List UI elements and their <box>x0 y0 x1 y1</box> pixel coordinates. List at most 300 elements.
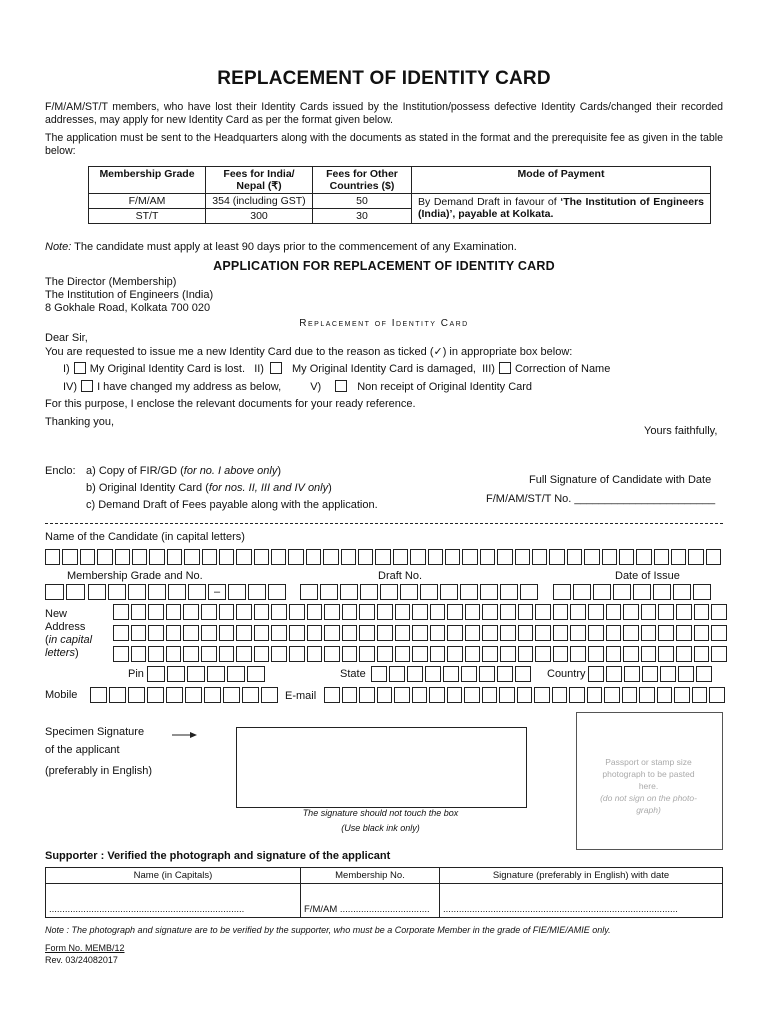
char-box[interactable] <box>323 549 338 565</box>
char-box[interactable] <box>499 687 515 703</box>
char-box[interactable] <box>500 625 516 641</box>
char-box[interactable] <box>673 584 691 600</box>
char-box[interactable] <box>676 604 692 620</box>
char-box[interactable] <box>183 625 199 641</box>
char-box[interactable] <box>393 549 408 565</box>
char-box[interactable] <box>658 625 674 641</box>
reason-checkbox-address[interactable] <box>81 380 93 392</box>
char-box[interactable] <box>623 604 639 620</box>
char-box[interactable] <box>623 646 639 662</box>
specimen-label-2: of the applicant <box>45 744 120 756</box>
char-box[interactable] <box>588 625 604 641</box>
char-box[interactable] <box>653 584 671 600</box>
signature-box[interactable] <box>236 727 527 808</box>
salutation: Dear Sir, <box>45 332 88 344</box>
char-box[interactable] <box>201 625 217 641</box>
note-text: The candidate must apply at least 90 days prior to the commencement of any Examination. <box>71 241 517 253</box>
char-box[interactable] <box>113 604 129 620</box>
char-box[interactable] <box>480 584 498 600</box>
char-box[interactable] <box>147 687 164 703</box>
char-box[interactable] <box>588 666 604 682</box>
draft-number-boxes[interactable] <box>300 584 540 600</box>
char-box[interactable] <box>268 584 286 600</box>
char-box[interactable] <box>62 549 77 565</box>
char-box[interactable] <box>254 604 270 620</box>
char-box[interactable] <box>657 687 673 703</box>
reason-text: I have changed my address as below, <box>97 381 282 393</box>
char-box[interactable] <box>569 687 585 703</box>
char-box[interactable] <box>219 549 234 565</box>
note-label: Note: <box>45 241 72 253</box>
char-box[interactable] <box>636 549 651 565</box>
enclosure-text: c) Demand Draft of Fees payable along with the application. <box>86 499 378 511</box>
char-box[interactable] <box>711 604 727 620</box>
char-box[interactable] <box>166 604 182 620</box>
char-box[interactable] <box>389 666 405 682</box>
supporter-header-signature: Signature (preferably in English) with date <box>440 868 723 884</box>
char-box[interactable] <box>410 549 425 565</box>
char-box[interactable] <box>500 584 518 600</box>
char-box[interactable] <box>254 549 269 565</box>
char-box[interactable] <box>570 625 586 641</box>
char-box[interactable] <box>587 687 603 703</box>
char-box[interactable] <box>535 646 551 662</box>
char-box[interactable] <box>219 646 235 662</box>
payment-plain: By Demand Draft in favour of <box>418 196 561 208</box>
capital-note-italic: in capital <box>48 634 93 646</box>
char-box[interactable] <box>515 549 530 565</box>
char-box[interactable] <box>271 625 287 641</box>
char-box[interactable] <box>445 549 460 565</box>
reason-text: My Original Identity Card is lost. <box>89 363 246 375</box>
photo-text-line: photograph to be pasted <box>602 769 695 779</box>
char-box[interactable] <box>535 625 551 641</box>
supporter-signature-field[interactable]: ......................................................................................... <box>440 884 723 918</box>
char-box[interactable] <box>113 625 129 641</box>
char-box[interactable] <box>654 549 669 565</box>
char-box[interactable] <box>149 549 164 565</box>
char-box[interactable] <box>642 666 658 682</box>
char-box[interactable] <box>148 625 164 641</box>
char-box[interactable] <box>247 666 265 682</box>
char-box[interactable] <box>412 604 428 620</box>
char-box[interactable] <box>371 666 387 682</box>
char-box[interactable] <box>324 646 340 662</box>
char-box[interactable] <box>606 604 622 620</box>
fmamstt-number-field[interactable]: F/M/AM/ST/T No. _______________________ <box>486 493 716 505</box>
char-box[interactable] <box>236 604 252 620</box>
char-box[interactable] <box>307 646 323 662</box>
char-box[interactable] <box>167 666 185 682</box>
char-box[interactable] <box>132 549 147 565</box>
char-box[interactable] <box>228 584 246 600</box>
char-box[interactable] <box>342 646 358 662</box>
char-box[interactable] <box>676 646 692 662</box>
capital-note-1 <box>45 634 92 647</box>
char-box[interactable] <box>430 625 446 641</box>
char-box[interactable] <box>375 549 390 565</box>
char-box[interactable] <box>606 625 622 641</box>
char-box[interactable] <box>482 604 498 620</box>
char-box[interactable] <box>66 584 85 600</box>
char-box[interactable] <box>395 646 411 662</box>
cut-line <box>45 523 723 524</box>
char-box[interactable] <box>128 584 146 600</box>
char-box[interactable] <box>553 604 569 620</box>
char-box[interactable] <box>359 646 375 662</box>
char-box[interactable] <box>518 604 534 620</box>
char-box[interactable] <box>289 625 305 641</box>
char-box[interactable] <box>602 549 617 565</box>
membership-number-boxes[interactable] <box>88 584 288 600</box>
char-box[interactable] <box>430 604 446 620</box>
char-box[interactable] <box>377 625 393 641</box>
char-box[interactable] <box>148 604 164 620</box>
char-box[interactable] <box>359 625 375 641</box>
char-box[interactable] <box>465 646 481 662</box>
char-box[interactable] <box>254 646 270 662</box>
payment-bold: ‘The Institution of Engineers (India)’, payable at Kolkata. <box>418 196 705 220</box>
char-box[interactable] <box>204 687 221 703</box>
supporter-header-membership: Membership No. <box>301 868 440 884</box>
char-box[interactable] <box>324 625 340 641</box>
char-box[interactable] <box>271 604 287 620</box>
char-box[interactable] <box>168 584 186 600</box>
char-box[interactable] <box>440 584 458 600</box>
char-box[interactable] <box>465 604 481 620</box>
fee-cell: 300 <box>206 209 313 224</box>
char-box[interactable] <box>412 625 428 641</box>
char-box[interactable] <box>202 549 217 565</box>
char-box[interactable] <box>236 549 251 565</box>
char-box[interactable] <box>342 604 358 620</box>
char-box[interactable] <box>201 604 217 620</box>
char-box[interactable] <box>307 604 323 620</box>
char-box[interactable] <box>694 604 710 620</box>
char-box[interactable] <box>288 549 303 565</box>
full-signature-label: Full Signature of Candidate with Date <box>529 474 712 486</box>
char-box[interactable] <box>148 584 166 600</box>
fee-table <box>88 166 711 224</box>
char-box[interactable] <box>584 549 599 565</box>
char-box[interactable] <box>395 625 411 641</box>
char-box[interactable] <box>518 646 534 662</box>
char-box[interactable] <box>693 584 711 600</box>
char-box[interactable] <box>300 584 318 600</box>
fee-cell: 30 <box>313 209 412 224</box>
candidate-name-boxes[interactable] <box>45 549 723 565</box>
char-box[interactable] <box>660 666 676 682</box>
reason-num: V) <box>310 381 322 393</box>
enclosure-italic: for no. I above only <box>183 465 278 477</box>
date-of-issue-boxes[interactable] <box>553 584 713 600</box>
char-box[interactable] <box>624 666 640 682</box>
char-box[interactable] <box>219 604 235 620</box>
photo-note-line: (do not sign on the photo- <box>600 793 697 803</box>
char-box[interactable] <box>188 584 206 600</box>
char-box[interactable] <box>428 549 443 565</box>
char-box[interactable] <box>573 584 591 600</box>
char-box[interactable] <box>377 646 393 662</box>
char-box[interactable] <box>570 646 586 662</box>
char-box[interactable] <box>400 584 418 600</box>
char-box[interactable] <box>223 687 240 703</box>
char-box[interactable] <box>553 646 569 662</box>
char-box[interactable] <box>340 584 358 600</box>
char-box[interactable] <box>694 625 710 641</box>
reason-row-2 <box>63 380 532 394</box>
char-box[interactable] <box>482 646 498 662</box>
char-box[interactable] <box>515 666 531 682</box>
char-box[interactable] <box>254 625 270 641</box>
draft-number-label: Draft No. <box>378 570 423 582</box>
fee-cell: 50 <box>313 194 412 209</box>
char-box[interactable] <box>553 625 569 641</box>
char-box[interactable] <box>711 625 727 641</box>
fee-cell: ST/T <box>89 209 206 224</box>
char-box[interactable] <box>593 584 611 600</box>
char-box[interactable] <box>709 687 725 703</box>
enclosure-a <box>86 465 281 478</box>
char-box[interactable] <box>517 687 533 703</box>
char-box[interactable] <box>166 625 182 641</box>
char-box[interactable] <box>131 604 147 620</box>
char-box[interactable] <box>236 625 252 641</box>
char-box[interactable] <box>447 646 463 662</box>
char-box[interactable] <box>289 604 305 620</box>
char-box[interactable] <box>520 584 538 600</box>
char-box[interactable] <box>567 549 582 565</box>
reason-num: I) <box>63 363 70 375</box>
enclosure-text: a) Copy of FIR/GD ( <box>86 465 184 477</box>
char-box[interactable] <box>306 549 321 565</box>
char-box[interactable] <box>688 549 703 565</box>
char-box[interactable] <box>606 646 622 662</box>
char-box[interactable] <box>676 625 692 641</box>
char-box[interactable] <box>671 549 686 565</box>
char-box[interactable] <box>465 625 481 641</box>
char-box[interactable] <box>148 646 164 662</box>
char-box[interactable] <box>497 666 513 682</box>
char-box[interactable] <box>227 666 245 682</box>
char-box[interactable] <box>183 604 199 620</box>
subject-line: Replacement of Identity Card <box>299 318 469 329</box>
char-box[interactable] <box>341 549 356 565</box>
membership-grade-boxes[interactable] <box>45 584 87 600</box>
char-box[interactable] <box>425 666 441 682</box>
char-box[interactable] <box>500 646 516 662</box>
char-box[interactable] <box>201 646 217 662</box>
char-box[interactable] <box>207 666 225 682</box>
enclosure-text: b) Original Identity Card ( <box>86 482 209 494</box>
char-box[interactable] <box>359 687 375 703</box>
state-label: State <box>340 668 366 680</box>
char-box[interactable] <box>460 584 478 600</box>
bottom-note: Note : The photograph and signature are to be verified by the supporter, who must be a Corporate Member in the grade of FIE/MIE/AMIE only. <box>45 925 611 935</box>
char-box[interactable] <box>394 687 410 703</box>
char-box[interactable] <box>166 687 183 703</box>
char-box[interactable] <box>342 625 358 641</box>
fee-row <box>89 194 711 209</box>
char-box[interactable] <box>622 687 638 703</box>
char-box[interactable] <box>623 625 639 641</box>
reason-checkbox-lost[interactable] <box>74 362 86 374</box>
pin-label: Pin <box>128 668 144 680</box>
char-box[interactable] <box>187 666 205 682</box>
char-box[interactable] <box>633 584 651 600</box>
address-boxes-line-2[interactable] <box>113 625 729 641</box>
char-box[interactable] <box>447 687 463 703</box>
form-number: Form No. MEMB/12 <box>45 943 125 953</box>
char-box[interactable] <box>658 604 674 620</box>
char-box[interactable] <box>588 604 604 620</box>
char-box[interactable] <box>242 687 259 703</box>
char-box[interactable] <box>219 625 235 641</box>
char-box[interactable] <box>97 549 112 565</box>
char-box[interactable] <box>479 666 495 682</box>
char-box[interactable] <box>167 549 182 565</box>
char-box[interactable] <box>115 549 130 565</box>
state-boxes[interactable] <box>371 666 533 682</box>
photo-text-line: here. <box>638 781 659 791</box>
char-box[interactable] <box>289 646 305 662</box>
char-box[interactable] <box>696 666 712 682</box>
char-box[interactable] <box>430 646 446 662</box>
supporter-membership-field[interactable]: F/M/AM .................................. <box>301 884 440 918</box>
char-box[interactable] <box>359 604 375 620</box>
char-box[interactable] <box>128 687 145 703</box>
char-box[interactable] <box>706 549 721 565</box>
char-box[interactable] <box>358 549 373 565</box>
char-box[interactable] <box>711 646 727 662</box>
char-box[interactable] <box>412 646 428 662</box>
char-box[interactable] <box>447 604 463 620</box>
country-boxes[interactable] <box>588 666 714 682</box>
reason-checkbox-nonreceipt[interactable] <box>335 380 347 392</box>
char-box[interactable] <box>45 584 64 600</box>
char-box[interactable] <box>641 625 657 641</box>
pin-boxes[interactable] <box>147 666 267 682</box>
char-box[interactable] <box>692 687 708 703</box>
address-boxes-line-3[interactable] <box>113 646 729 662</box>
char-box[interactable] <box>307 625 323 641</box>
char-box[interactable] <box>131 646 147 662</box>
application-heading: APPLICATION FOR REPLACEMENT OF IDENTITY CARD <box>213 259 555 273</box>
reason-checkbox-damaged[interactable] <box>270 362 282 374</box>
char-box[interactable] <box>500 604 516 620</box>
char-box[interactable] <box>549 549 564 565</box>
char-box[interactable] <box>553 584 571 600</box>
char-box[interactable] <box>674 687 690 703</box>
char-box[interactable] <box>613 584 631 600</box>
supporter-header-name: Name (in Capitals) <box>46 868 301 884</box>
char-box[interactable] <box>395 604 411 620</box>
char-box[interactable] <box>443 666 459 682</box>
char-box[interactable] <box>183 646 199 662</box>
char-box[interactable] <box>535 604 551 620</box>
grade-dash-box[interactable]: – <box>208 584 226 600</box>
char-box[interactable] <box>619 549 634 565</box>
char-box[interactable] <box>412 687 428 703</box>
char-box[interactable] <box>185 687 202 703</box>
char-box[interactable] <box>480 549 495 565</box>
capital-note-open: ( <box>45 634 49 646</box>
char-box[interactable] <box>462 549 477 565</box>
address-line-1: The Director (Membership) <box>45 276 177 288</box>
char-box[interactable] <box>532 549 547 565</box>
reason-text: Non receipt of Original Identity Card <box>357 381 533 393</box>
char-box[interactable] <box>80 549 95 565</box>
char-box[interactable] <box>113 646 129 662</box>
char-box[interactable] <box>88 584 106 600</box>
supporter-name-field[interactable]: .......................................................................... <box>46 884 301 918</box>
char-box[interactable] <box>461 666 477 682</box>
char-box[interactable] <box>166 646 182 662</box>
thanking-text: Thanking you, <box>45 416 115 428</box>
char-box[interactable] <box>639 687 655 703</box>
char-box[interactable] <box>320 584 338 600</box>
char-box[interactable] <box>380 584 398 600</box>
char-box[interactable] <box>109 687 126 703</box>
char-box[interactable] <box>658 646 674 662</box>
email-boxes[interactable] <box>324 687 727 703</box>
supporter-table <box>45 867 723 918</box>
char-box[interactable] <box>261 687 278 703</box>
char-box[interactable] <box>342 687 358 703</box>
char-box[interactable] <box>678 666 694 682</box>
char-box[interactable] <box>606 666 622 682</box>
char-box[interactable] <box>497 549 512 565</box>
char-box[interactable] <box>377 604 393 620</box>
char-box[interactable] <box>694 646 710 662</box>
char-box[interactable] <box>429 687 445 703</box>
char-box[interactable] <box>604 687 620 703</box>
char-box[interactable] <box>552 687 568 703</box>
char-box[interactable] <box>377 687 393 703</box>
note-line <box>45 241 517 254</box>
char-box[interactable] <box>534 687 550 703</box>
char-box[interactable] <box>420 584 438 600</box>
reason-checkbox-name[interactable] <box>499 362 511 374</box>
char-box[interactable] <box>108 584 126 600</box>
char-box[interactable] <box>482 625 498 641</box>
char-box[interactable] <box>447 625 463 641</box>
char-box[interactable] <box>131 625 147 641</box>
char-box[interactable] <box>184 549 199 565</box>
char-box[interactable] <box>147 666 165 682</box>
char-box[interactable] <box>641 646 657 662</box>
char-box[interactable] <box>324 687 340 703</box>
char-box[interactable] <box>407 666 423 682</box>
char-box[interactable] <box>482 687 498 703</box>
char-box[interactable] <box>464 687 480 703</box>
char-box[interactable] <box>45 549 60 565</box>
char-box[interactable] <box>324 604 340 620</box>
mobile-boxes[interactable] <box>90 687 280 703</box>
char-box[interactable] <box>236 646 252 662</box>
char-box[interactable] <box>570 604 586 620</box>
char-box[interactable] <box>588 646 604 662</box>
char-box[interactable] <box>271 646 287 662</box>
char-box[interactable] <box>518 625 534 641</box>
char-box[interactable] <box>641 604 657 620</box>
char-box[interactable] <box>90 687 107 703</box>
address-boxes-line-1[interactable] <box>113 604 729 620</box>
char-box[interactable] <box>360 584 378 600</box>
char-box[interactable] <box>271 549 286 565</box>
char-box[interactable] <box>248 584 266 600</box>
yours-faithfully: Yours faithfully, <box>644 425 718 437</box>
